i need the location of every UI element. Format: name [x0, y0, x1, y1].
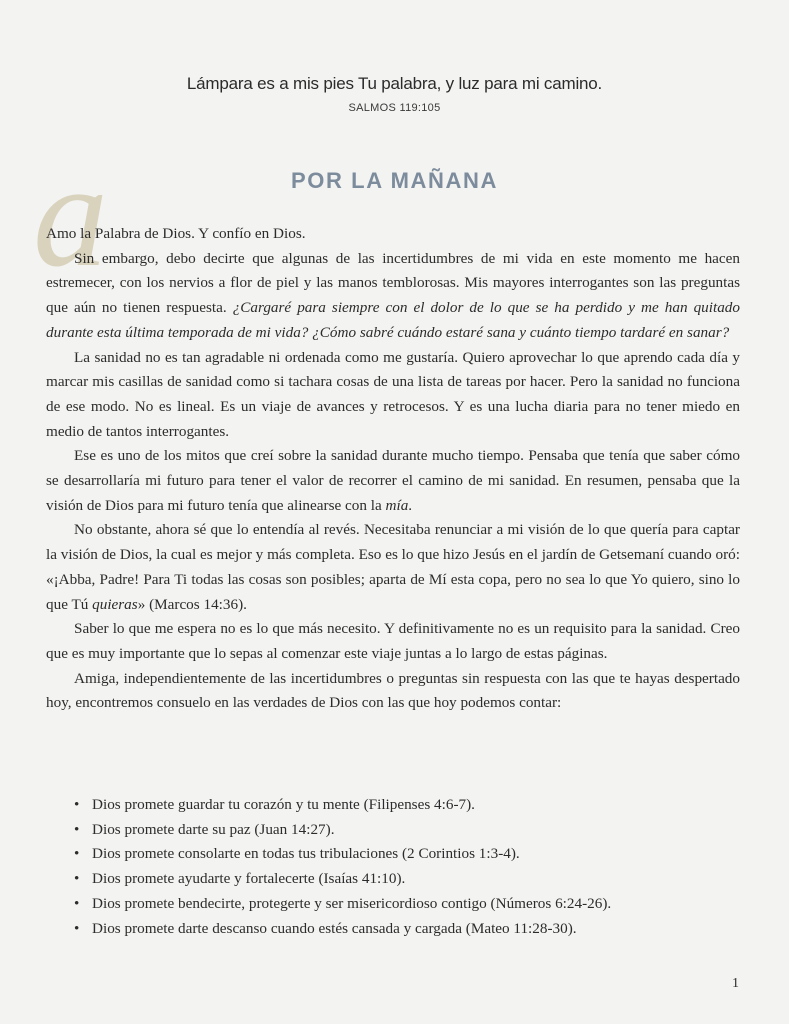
- bullet-icon: •: [74, 894, 80, 912]
- bullet-icon: •: [74, 919, 80, 937]
- drop-cap-letter: a: [33, 132, 108, 298]
- paragraph: Ese es uno de los mitos que creí sobre la sanidad durante mucho tiempo. Pensaba que tenía que saber cómo se desarrollaría mi futuro para tener el valor de recorrer el camino de mi sanidad. En resumen, pensaba que la visión de Dios para mi futuro tenía que alinearse con la mía.: [46, 447, 740, 514]
- bullet-icon: •: [74, 870, 80, 888]
- list-item: • Dios promete darte descanso cuando estés cansada y cargada (Mateo 11:28-30).: [74, 917, 734, 942]
- list-item: • Dios promete guardar tu corazón y tu mente (Filipenses 4:6-7).: [74, 793, 734, 818]
- paragraph: Amiga, independientemente de las incertidumbres o preguntas sin respuesta con las que te hayas despertado hoy, encontremos consuelo en las verdades de Dios con las que hoy podemos contar:: [46, 669, 740, 712]
- epigraph: [0, 74, 789, 114]
- list-item: • Dios promete bendecirte, protegerte y ser misericordioso contigo (Números 6:24-26).: [74, 892, 734, 917]
- body-text: [46, 222, 740, 716]
- page-number: 1: [732, 976, 739, 991]
- epigraph-reference: SALMOS 119:105: [348, 102, 441, 114]
- paragraph: Saber lo que me espera no es lo que más necesito. Y definitivamente no es un requisito para la sanidad. Creo que es muy importante que lo sepas al comenzar este viaje juntas a lo largo de estas páginas.: [46, 620, 740, 662]
- bullet-icon: •: [74, 845, 80, 863]
- promise-list: [74, 793, 734, 941]
- paragraph: No obstante, ahora sé que lo entendía al revés. Necesitaba renunciar a mi visión de lo que quería para captar la visión de Dios, la cual es mejor y más completa. Eso es lo que hizo Jesús en el jardín de Getsemaní cuando oró: «¡Abba, Padre! Para Ti todas las cosas son posibles; aparta de Mí esta copa, pero no sea lo que Yo quiero, sino lo que Tú quieras» (Marcos 14:36).: [46, 521, 740, 613]
- section-heading: POR LA MAÑANA: [291, 168, 498, 193]
- epigraph-verse: Lámpara es a mis pies Tu palabra, y luz para mi camino.: [186, 74, 603, 93]
- bullet-icon: •: [74, 796, 80, 813]
- paragraph: Sin embargo, debo decirte que algunas de las incertidumbres de mi vida en este momento me hacen estremecer, con los nervios a flor de piel y las manos temblorosas. Mis mayores interrogantes son las preguntas que aún no tienen respuesta. ¿Cargaré para siempre con el dolor de lo que se ha perdido y me han quitado durante esta última temporada de mi vida? ¿Cómo sabré cuándo estaré sana y cuánto tiempo tardaré en sanar?: [46, 249, 740, 341]
- list-item: • Dios promete consolarte en todas tus tribulaciones (2 Corintios 1:3-4).: [74, 842, 734, 867]
- paragraph: Amo la Palabra de Dios. Y confío en Dios.: [46, 225, 306, 242]
- paragraph: La sanidad no es tan agradable ni ordenada como me gustaría. Quiero aprovechar lo que aprendo cada día y marcar mis casillas de sanidad como si tachara cosas de una lista de tareas por hacer. Pero la sanidad no funciona de ese modo. No es lineal. Es un viaje de avances y retrocesos. Y es una lucha diaria para no tener miedo en medio de tantos interrogantes.: [46, 348, 740, 440]
- list-item: • Dios promete ayudarte y fortalecerte (Isaías 41:10).: [74, 867, 734, 892]
- bullet-icon: •: [74, 820, 80, 838]
- list-item: • Dios promete darte su paz (Juan 14:27).: [74, 818, 734, 843]
